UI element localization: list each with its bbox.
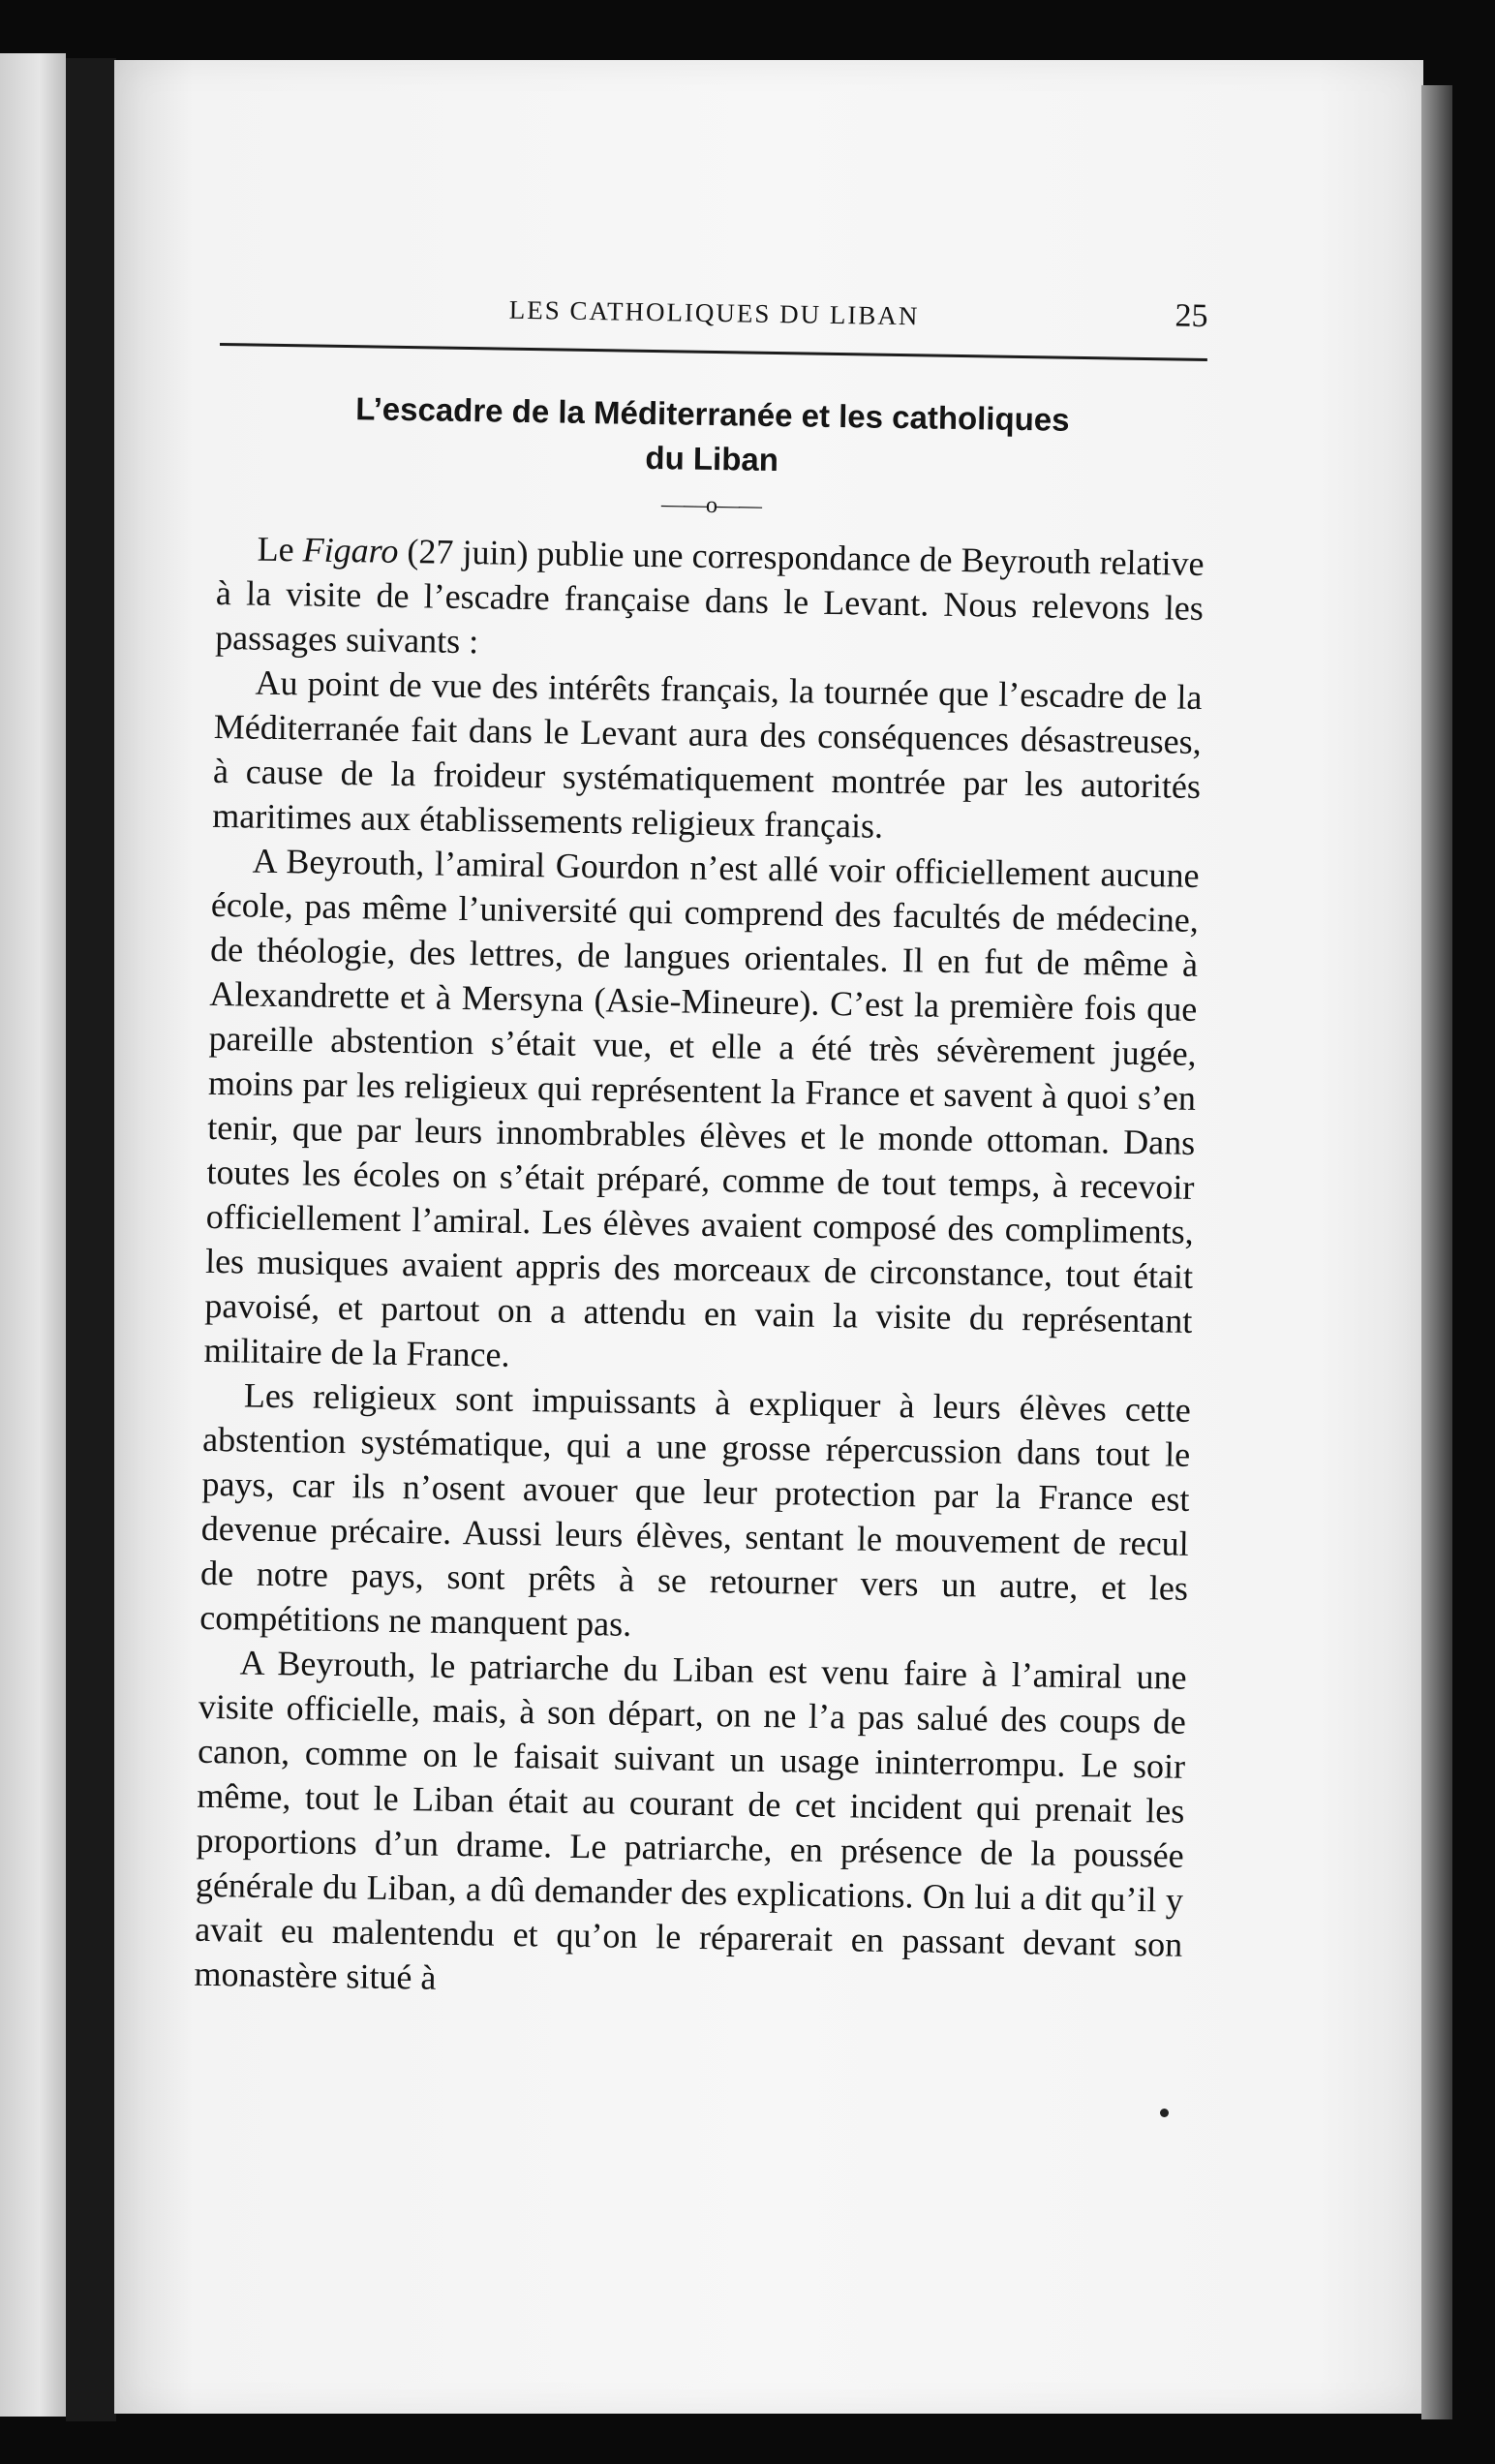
book-gutter xyxy=(66,58,116,2421)
newspaper-name: Figaro xyxy=(302,530,399,570)
article-body xyxy=(194,526,1205,2012)
article-title-line-2: du Liban xyxy=(645,439,779,478)
running-head xyxy=(220,283,1208,353)
page-number: 25 xyxy=(1175,297,1208,335)
running-title: LES CATHOLIQUES DU LIBAN xyxy=(508,294,920,331)
paragraph-4: Les religieux sont impuissants à expliquer à leurs élèves cette abstention systématique, qui a une grosse répercussion dans tout le pays, car ils n’osent avouer que leur protection par la France est devenue précaire. Aussi leurs élèves, sentant le mouvement de recul de notre pays, sont prêts à se retourner vers un autre, et les compétitions ne manquent pas. xyxy=(199,1375,1192,1644)
paragraph-3: A Beyrouth, l’amiral Gourdon n’est allé voir officiellement aucune école, pas même l’université qui comprend des facultés de médecine, de théologie, des lettres, de langues orientales. Il en fut de même à Alexandrette et à Mersyna (Asie-Mineure). C’est la première fois que pareille abstention s’était vue, et elle a été très sévèrement jugée, moins par les religieux qui représentent la France et savent à quoi s’en tenir, que par leurs innombrables élèves et le monde ottoman. Dans toutes les écoles on s’était préparé, comme de tout temps, à recevoir officiellement l’amiral. Les élèves avaient composé des compliments, les musiques avaient appris des morceaux de circonstance, tout était pavoisé, et partout on a attendu en vain la visite du représentant militaire de la France. xyxy=(203,841,1200,1374)
page-block-edge xyxy=(1421,85,1452,2419)
paragraph-1-start: Le xyxy=(257,529,304,570)
article-title xyxy=(218,385,1206,489)
ink-speck xyxy=(1160,2109,1169,2117)
left-page-edge xyxy=(0,53,66,2417)
title-ornament: ——o—— xyxy=(660,492,762,519)
paragraph-5: A Beyrouth, le patriarche du Liban est venu faire à l’amiral une visite officielle, mais, à son départ, on ne l’a pas salué des coups de canon, comme on le faisait suivant un usage ininterrompu. Le soir même, tout le Liban était au courant de cet incident qui prenait les proportions d’un drame. Le patriarche, en présence de la poussée générale du Liban, a dû demander des explications. On lui a dit qu’il y avait eu malentendu et qu’on le réparerait en passant devant son monastère situé à xyxy=(194,1643,1187,1997)
paragraph-2: Au point de vue des intérêts français, la tournée que l’escadre de la Méditerranée fait dans le Levant aura des conséquences désastreuses, à cause de la froideur systématiquement montrée par les autorités maritimes aux établissements religieux français. xyxy=(212,662,1203,846)
article-title-line-1: L’escadre de la Méditerranée et les catholiques xyxy=(355,390,1070,438)
page-content xyxy=(194,283,1208,2012)
paragraph-1-rest: (27 juin) publie une correspondance de Beyrouth relative à la visite de l’escadre française dans le Levant. Nous relevons les passages suivants : xyxy=(214,531,1205,662)
book-page xyxy=(114,60,1423,2414)
paragraph-1 xyxy=(215,526,1205,675)
